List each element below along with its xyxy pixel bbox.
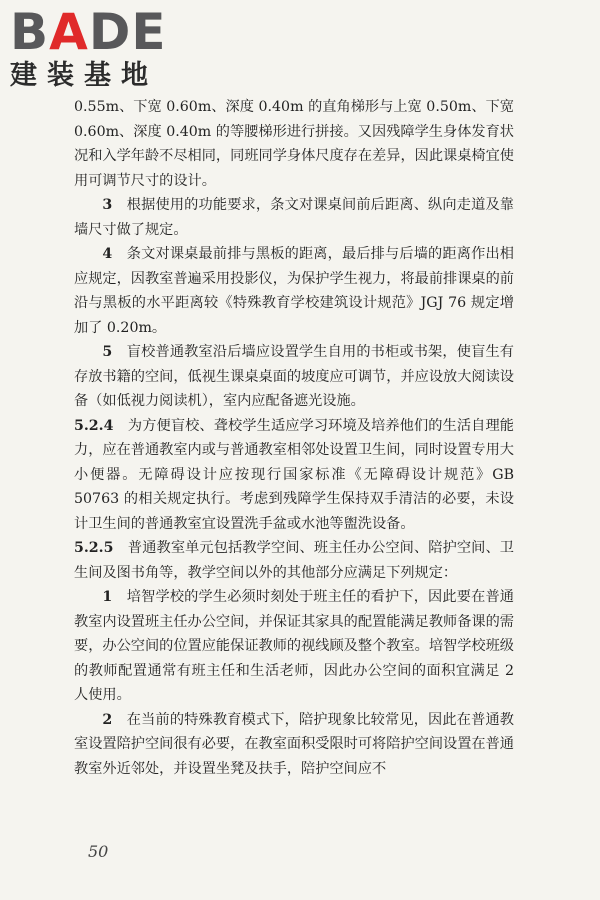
- page-number: 50: [88, 842, 109, 861]
- clause-number: 5.2.5: [74, 540, 114, 556]
- item-number: 3: [102, 197, 113, 213]
- item-number: 2: [102, 711, 113, 728]
- list-item: 1 培智学校的学生必须时刻处于班主任的看护下，因此要在普通教室内设置班主任办公空间，并保证其家具的配置能满足教师备课的需要，办公空间的位置应能保证教师的视线顾及整个教室。培智学校班级的教师配置通常有班主任和生活老师，因此办公空间的面积宜满足 2 人使用。: [74, 589, 514, 703]
- logo-wordmark: BADE: [10, 3, 167, 61]
- item-number: 1: [102, 589, 113, 605]
- item-number: 5: [102, 344, 113, 360]
- clause-paragraph: 5.2.5 普通教室单元包括教学空间、班主任办公空间、陪护空间、卫生间及图书角等，教学空间以外的其他部分应满足下列规定：: [74, 540, 514, 581]
- clause-number: 5.2.4: [74, 417, 114, 434]
- paragraph-continuation: 0.55m、下宽 0.60m、深度 0.40m 的直角梯形与上宽 0.50m、下宽 0.60m、深度 0.40m 的等腰梯形进行拼接。又因残障学生身体发育状况和入学年龄不尽相同，同班同学身体尺度存在差异，因此课桌椅宜使用可调节尺寸的设计。: [74, 99, 514, 189]
- list-item: 4 条文对课桌最前排与黑板的距离，最后排与后墙的距离作出相应规定，因教室普遍采用投影仪，为保护学生视力，将最前排课桌的前沿与黑板的水平距离较《特殊教育学校建筑设计规范》JGJ 76 规定增加了 0.20m。: [74, 246, 514, 336]
- list-item: 3 根据使用的功能要求，条文对课桌间前后距离、纵向走道及靠墙尺寸做了规定。: [74, 197, 514, 238]
- logo-subtitle: 建装基地: [10, 60, 158, 91]
- list-item: 5 盲校普通教室沿后墙应设置学生自用的书柜或书架，使盲生有存放书籍的空间，低视生课桌桌面的坡度应可调节，并应设放大阅读设备（如低视力阅读机），室内应配备遮光设施。: [74, 344, 514, 409]
- logo-accent-letter: A: [49, 3, 89, 61]
- item-number: 4: [102, 246, 113, 262]
- clause-paragraph: 5.2.4 为方便盲校、聋校学生适应学习环境及培养他们的生活自理能力，应在普通教室内或与普通教室相邻处设置卫生间，同时设置专用大小便器。无障碍设计应按现行国家标准《无障碍设计规范》GB 50763 的相关规定执行。考虑到残障学生保持双手清洁的必要，未设计卫生间的普通教室宜设置洗手盆或水池等盥洗设备。: [74, 417, 514, 532]
- document-body: [74, 95, 514, 781]
- list-item: 2 在当前的特殊教育模式下，陪护现象比较常见，因此在普通教室设置陪护空间很有必要，在教室面积受限时可将陪护空间设置在普通教室外近邻处，并设置坐凳及扶手，陪护空间应不: [74, 711, 514, 777]
- bade-logo: [8, 4, 188, 94]
